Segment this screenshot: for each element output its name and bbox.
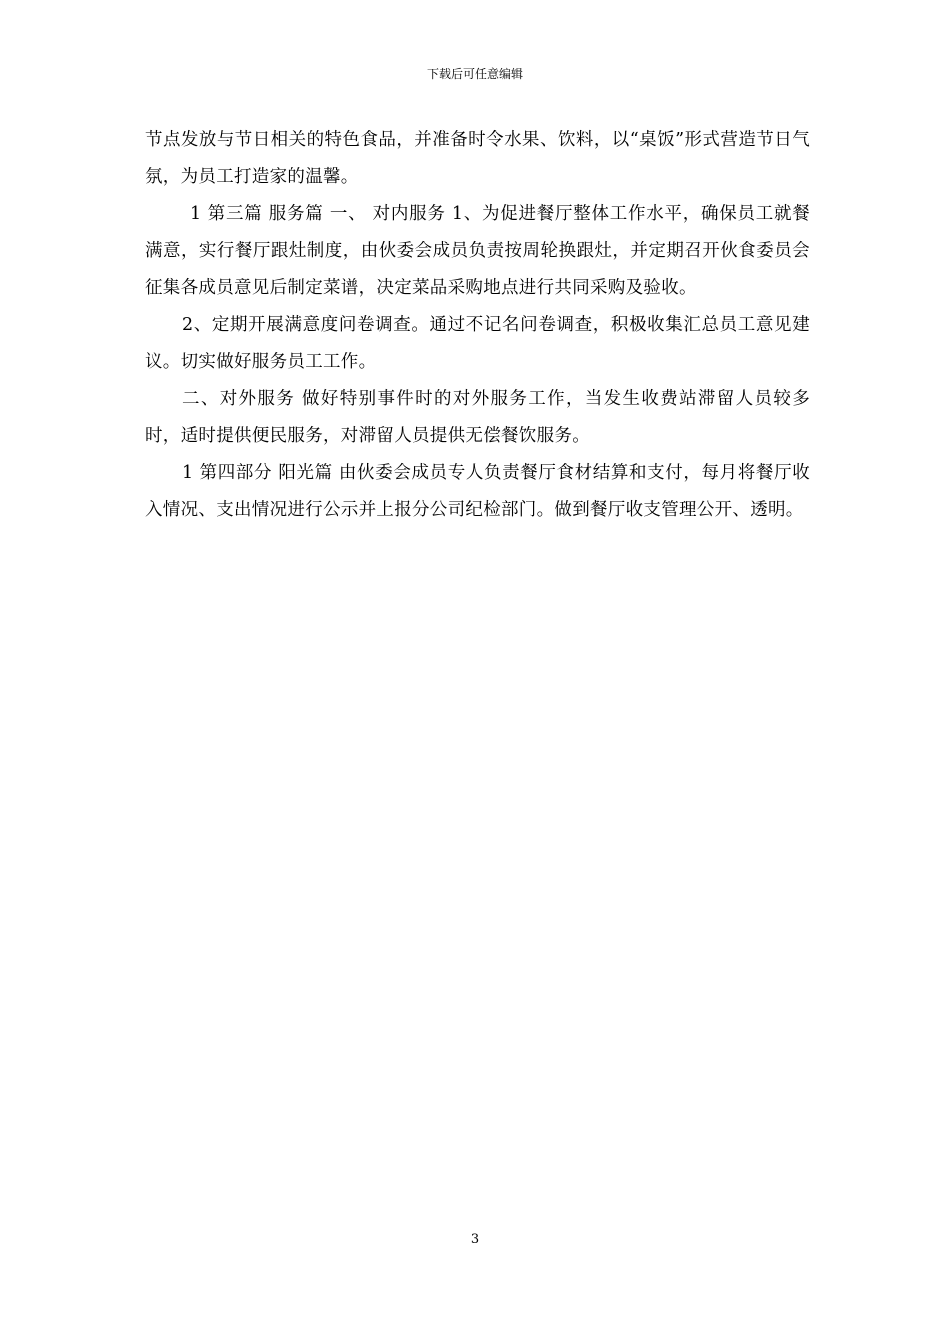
page-header: 下载后可任意编辑 — [426, 67, 523, 81]
paragraph-1: 节点发放与节日相关的特色食品，并准备时令水果、饮料，以“桌饭”形式营造节日气氛，为员工打造家的温馨。 — [145, 130, 810, 187]
paragraph-2: 1 第三篇 服务篇 一、 对内服务 1、为促进餐厅整体工作水平，确保员工就餐满意，实行餐厅跟灶制度，由伙委会成员负责按周轮换跟灶，并定期召开伙食委员会征集各成员意见后制定菜谱，决定菜品采购地点进行共同采购及验收。 — [145, 204, 810, 298]
document-body — [145, 122, 810, 529]
paragraph-5: 1 第四部分 阳光篇 由伙委会成员专人负责餐厅食材结算和支付，每月将餐厅收入情况、支出情况进行公示并上报分公司纪检部门。做到餐厅收支管理公开、透明。 — [145, 463, 810, 520]
paragraph-4: 二、对外服务 做好特别事件时的对外服务工作，当发生收费站滞留人员较多时，适时提供便民服务，对滞留人员提供无偿餐饮服务。 — [145, 389, 810, 446]
page-number: 3 — [470, 1232, 480, 1247]
paragraph-3: 2、定期开展满意度问卷调查。通过不记名问卷调查，积极收集汇总员工意见建议。切实做好服务员工工作。 — [145, 315, 810, 372]
